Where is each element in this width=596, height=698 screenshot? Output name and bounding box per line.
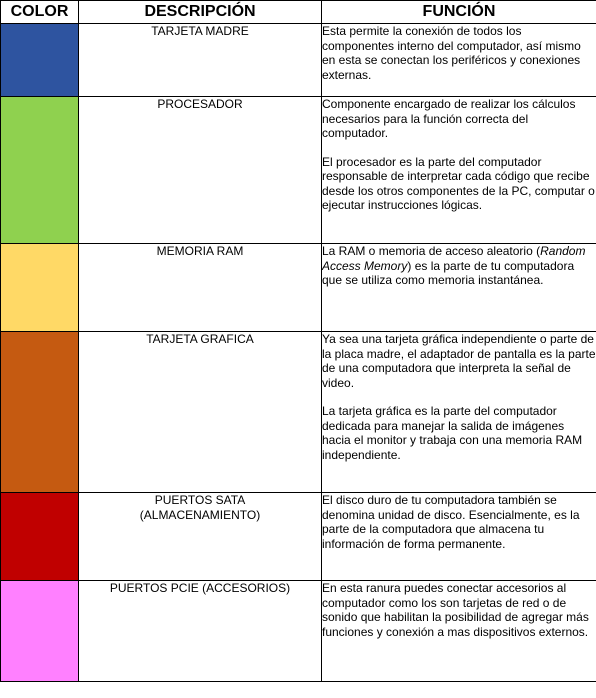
italic-phrase: Random Access Memory bbox=[322, 244, 586, 273]
description-cell: PUERTOS PCIE (ACCESORIOS) bbox=[79, 581, 322, 682]
header-color: COLOR bbox=[1, 1, 79, 24]
function-paragraph: En esta ranura puedes conectar accesorios al computador como los son tarjetas de red o de sonido que habilitan la posibilidad de agregar más funciones y conexión a mas dispositivos externos. bbox=[322, 581, 589, 639]
function-paragraph: La tarjeta gráfica es la parte del computador dedicada para manejar la salida de imágenes hacia el monitor y trabaja con una memoria RAM independiente. bbox=[322, 404, 583, 462]
function-cell bbox=[322, 97, 596, 244]
function-paragraph: La RAM o memoria de acceso aleatorio (Random Access Memory) es la parte de tu computadora que se utiliza como memoria instantánea. bbox=[322, 244, 586, 287]
header-description: DESCRIPCIÓN bbox=[79, 1, 322, 24]
description-cell: TARJETA GRAFICA bbox=[79, 332, 322, 493]
function-paragraph: El procesador es la parte del computador responsable de interpretar cada código que recibe desde los otros componentes de la PC, computar o ejecutar instrucciones lógicas. bbox=[322, 154, 595, 212]
color-swatch bbox=[1, 581, 79, 682]
function-cell bbox=[322, 493, 596, 581]
table-row bbox=[1, 493, 596, 581]
table-row bbox=[1, 581, 596, 682]
color-swatch bbox=[1, 244, 79, 332]
color-swatch bbox=[1, 493, 79, 581]
description-cell: MEMORIA RAM bbox=[79, 244, 322, 332]
table-row bbox=[1, 244, 596, 332]
header-function: FUNCIÓN bbox=[322, 1, 596, 24]
description-cell: PROCESADOR bbox=[79, 97, 322, 244]
color-swatch bbox=[1, 97, 79, 244]
description-cell bbox=[79, 493, 322, 581]
function-paragraph: Componente encargado de realizar los cálculos necesarios para la función correcta del computador. bbox=[322, 97, 576, 140]
function-paragraph: El disco duro de tu computadora también se denomina unidad de disco. Esencialmente, es la parte de la computadora que almacena tu información de forma permanente. bbox=[322, 493, 580, 551]
function-paragraph: Esta permite la conexión de todos los componentes interno del computador, así mismo en esta se conectan los periféricos y conexiones externas. bbox=[322, 24, 581, 82]
table-row bbox=[1, 97, 596, 244]
header-row bbox=[1, 1, 596, 24]
color-swatch bbox=[1, 332, 79, 493]
color-swatch bbox=[1, 24, 79, 97]
function-cell bbox=[322, 24, 596, 97]
table-row bbox=[1, 332, 596, 493]
function-cell bbox=[322, 581, 596, 682]
description-cell: TARJETA MADRE bbox=[79, 24, 322, 97]
function-cell bbox=[322, 332, 596, 493]
table-row bbox=[1, 24, 596, 97]
description-line: PUERTOS SATA bbox=[154, 493, 246, 507]
function-paragraph: Ya sea una tarjeta gráfica independiente o parte de la placa madre, el adaptador de pantalla es la parte de una computadora que interpreta la señal de video. bbox=[322, 332, 596, 390]
description-line: (ALMACENAMIENTO) bbox=[139, 508, 261, 522]
function-cell bbox=[322, 244, 596, 332]
